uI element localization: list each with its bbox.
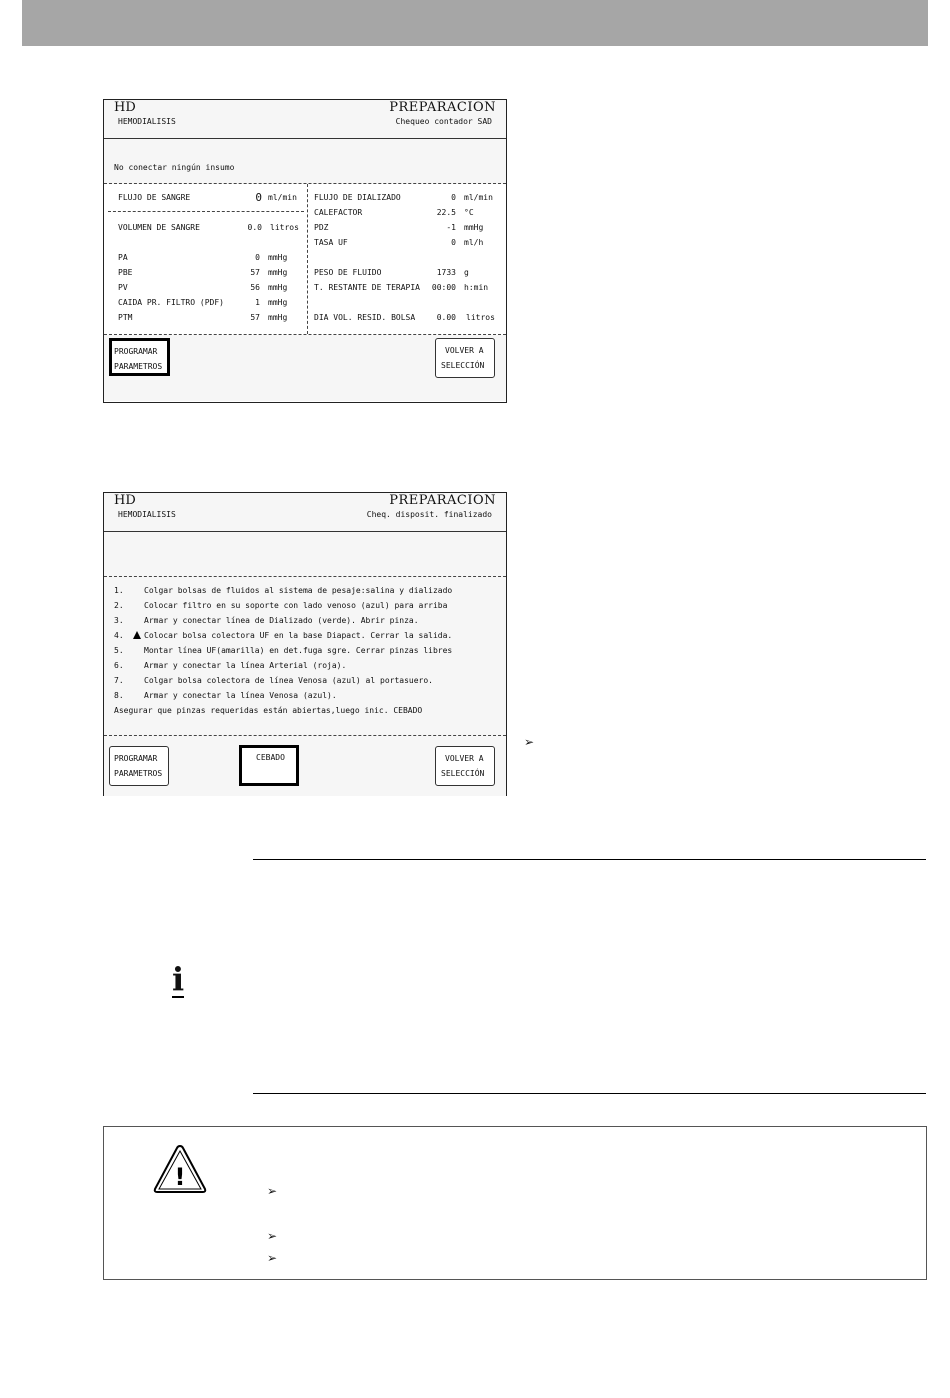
step-number: 7.: [114, 676, 124, 685]
button-label: CEBADO: [256, 753, 285, 762]
program-parameters-button[interactable]: [109, 746, 169, 786]
param-row: [314, 207, 500, 219]
param-row: [314, 192, 500, 204]
param-value: 0: [451, 238, 456, 247]
program-parameters-button[interactable]: [109, 338, 170, 376]
param-unit: h:min: [464, 283, 489, 292]
button-label: PROGRAMAR: [114, 754, 158, 763]
screen-device-check-done: [103, 492, 507, 796]
instruction-step: [114, 628, 452, 643]
step-number: 4.: [114, 631, 124, 640]
status-text: Cheq. disposit. finalizado: [366, 510, 492, 519]
message-area: [104, 139, 506, 184]
info-icon: i: [172, 960, 185, 998]
therapy-title: HD: [114, 100, 136, 115]
step-text: Armar y conectar la línea Venosa (azul).: [144, 691, 337, 700]
button-label: PARAMETROS: [114, 769, 163, 778]
param-unit: mmHg: [268, 268, 288, 277]
param-row: [118, 222, 304, 234]
divider: [253, 1093, 926, 1094]
warning-icon: [133, 631, 141, 639]
instruction-step: [114, 673, 433, 688]
step-number: 5.: [114, 646, 124, 655]
param-row: [314, 237, 500, 249]
param-value: 22.5: [436, 208, 456, 217]
parameters-panel: [104, 184, 506, 335]
instruction-list: [104, 577, 506, 736]
bullet-arrow-icon: ➢: [267, 1251, 278, 1265]
divider: [253, 859, 926, 860]
param-unit: mmHg: [268, 313, 288, 322]
step-text: Montar línea UF(amarilla) en det.fuga sgre. Cerrar pinzas libres: [144, 646, 453, 655]
step-text: Armar y conectar línea de Dializado (verde). Abrir pinza.: [144, 616, 419, 625]
therapy-subtitle: HEMODIALISIS: [118, 117, 176, 126]
param-row: [314, 222, 500, 234]
param-label: T. RESTANTE DE TERAPIA: [314, 283, 420, 292]
instruction-step: [114, 583, 452, 598]
back-to-selection-button[interactable]: [435, 746, 495, 786]
param-unit: mmHg: [268, 298, 288, 307]
step-number: 3.: [114, 616, 124, 625]
param-row: [118, 312, 304, 324]
button-label: VOLVER A: [445, 754, 484, 763]
step-number: 1.: [114, 586, 124, 595]
message-area: [104, 532, 506, 577]
param-value: -1: [446, 223, 456, 232]
step-text: Armar y conectar la línea Arterial (roja).: [144, 661, 347, 670]
param-value: 0.0: [247, 223, 262, 232]
button-label: SELECCIÓN: [441, 769, 485, 778]
therapy-subtitle: HEMODIALISIS: [118, 510, 176, 519]
param-label: VOLUMEN DE SANGRE: [118, 223, 200, 232]
param-unit: mmHg: [268, 283, 288, 292]
warning-box: [103, 1126, 927, 1280]
param-row: [118, 297, 304, 309]
status-text: Chequeo contador SAD: [395, 117, 492, 126]
button-label: SELECCIÓN: [441, 361, 485, 370]
instruction-step: [114, 658, 346, 673]
param-label: FLUJO DE DIALIZADO: [314, 193, 401, 202]
instruction-step: [114, 598, 447, 613]
step-text: Colgar bolsa colectora de línea Venosa (azul) al portasuero.: [144, 676, 433, 685]
param-row: [314, 312, 500, 324]
param-unit: ml/h: [464, 238, 484, 247]
button-bar: [104, 335, 506, 401]
prime-button[interactable]: [239, 745, 299, 786]
step-text: Colgar bolsas de fluidos al sistema de pesaje:salina y dializado: [144, 586, 453, 595]
screen-header: [104, 493, 506, 532]
therapy-title: HD: [114, 493, 136, 508]
param-unit: mmHg: [268, 253, 288, 262]
step-number: 2.: [114, 601, 124, 610]
param-label: PA: [118, 253, 128, 262]
param-value: 1: [255, 298, 260, 307]
param-row: [118, 252, 304, 264]
param-value: 57: [250, 313, 260, 322]
param-row: [314, 267, 500, 279]
param-label: PV: [118, 283, 128, 292]
param-label: CAIDA PR. FILTRO (PDF): [118, 298, 224, 307]
header-bar: [22, 0, 928, 46]
param-unit: litros: [270, 223, 299, 232]
param-row: [314, 282, 500, 294]
param-row: [118, 267, 304, 279]
param-value: 0: [451, 193, 456, 202]
param-label: DIA VOL. RESID. BOLSA: [314, 313, 416, 322]
back-to-selection-button[interactable]: [435, 338, 495, 378]
param-value: 0.00: [436, 313, 456, 322]
step-text: Colocar bolsa colectora UF en la base Diapact. Cerrar la salida.: [144, 631, 453, 640]
param-value: 57: [250, 268, 260, 277]
mode-title: PREPARACION: [389, 493, 496, 508]
param-unit: mmHg: [464, 223, 484, 232]
step-number: 8.: [114, 691, 124, 700]
button-label: VOLVER A: [445, 346, 484, 355]
param-value: 00:00: [431, 283, 456, 292]
param-label: PTM: [118, 313, 133, 322]
param-label: TASA UF: [314, 238, 348, 247]
param-value: 1733: [436, 268, 456, 277]
param-unit: ml/min: [268, 193, 297, 202]
step-text: Colocar filtro en su soporte con lado venoso (azul) para arriba: [144, 601, 448, 610]
divider: [307, 184, 308, 334]
divider: [108, 211, 304, 212]
param-row: [118, 192, 304, 204]
button-bar: [104, 736, 506, 796]
param-value: 0: [255, 191, 262, 204]
button-label: PROGRAMAR: [114, 347, 158, 356]
param-label: CALEFACTOR: [314, 208, 363, 217]
param-label: PESO DE FLUIDO: [314, 268, 382, 277]
warning-mark: !: [174, 1163, 186, 1191]
param-unit: °C: [464, 208, 474, 217]
param-row: [118, 282, 304, 294]
bullet-arrow-icon: ➢: [267, 1184, 278, 1198]
screen-check-sad: [103, 99, 507, 403]
instruction-step: [114, 613, 419, 628]
mode-title: PREPARACION: [389, 100, 496, 115]
bullet-arrow-icon: ➢: [267, 1229, 278, 1243]
param-unit: g: [464, 268, 469, 277]
param-label: FLUJO DE SANGRE: [118, 193, 191, 202]
param-unit: litros: [466, 313, 495, 322]
button-label: PARAMETROS: [114, 362, 163, 371]
param-value: 0: [255, 253, 260, 262]
screen-header: [104, 100, 506, 139]
instruction-step: [114, 643, 452, 658]
bullet-arrow-icon: ➢: [524, 735, 535, 749]
instruction-final: Asegurar que pinzas requeridas están abiertas,luego inic. CEBADO: [114, 706, 423, 715]
warning-triangle-icon: [152, 1143, 208, 1195]
param-label: PBE: [118, 268, 133, 277]
param-unit: ml/min: [464, 193, 493, 202]
step-number: 6.: [114, 661, 124, 670]
param-label: PDZ: [314, 223, 329, 232]
param-value: 56: [250, 283, 260, 292]
instruction-step: [114, 688, 337, 703]
message-text: No conectar ningún insumo: [114, 163, 235, 172]
